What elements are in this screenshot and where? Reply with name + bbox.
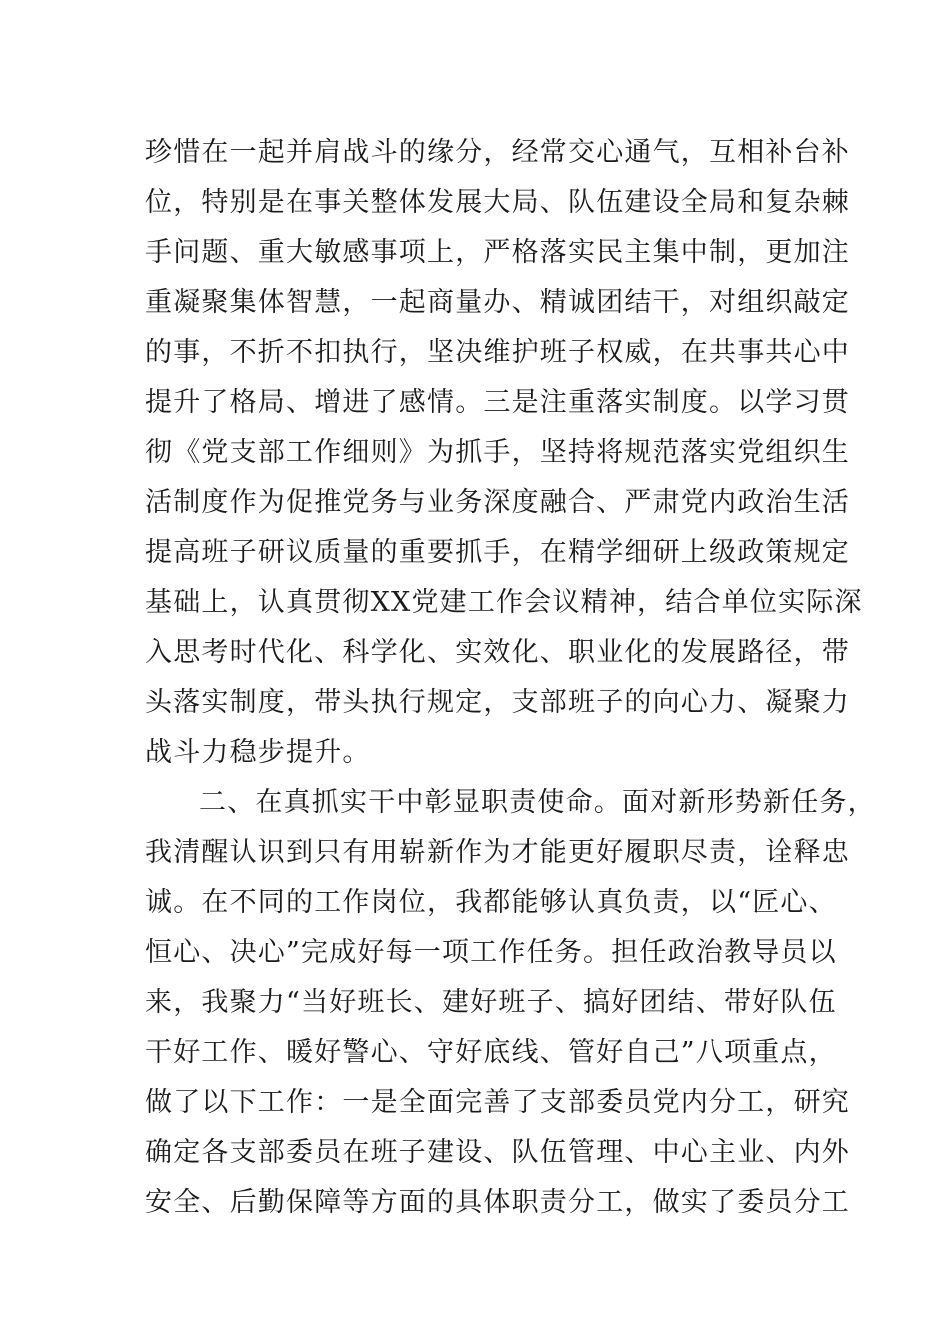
text-line: 安全、后勤保障等方面的具体职责分工，做实了委员分工: [145, 1187, 850, 1218]
text-line: 提升了格局、增进了感情。三是注重落实制度。以学习贯: [145, 387, 850, 418]
text-line: 位，特别是在事关整体发展大局、队伍建设全局和复杂棘: [145, 187, 850, 218]
text-line: 彻《党支部工作细则》为抓手，坚持将规范落实党组织生: [145, 437, 850, 468]
text-line: 战斗力稳步提升。: [145, 737, 371, 768]
text-line: 珍惜在一起并肩战斗的缘分，经常交心通气，互相补台补: [145, 137, 850, 168]
text-line: 头落实制度，带头执行规定，支部班子的向心力、凝聚力: [145, 687, 850, 718]
text-line: 入思考时代化、科学化、实效化、职业化的发展路径，带: [145, 637, 850, 668]
text-line: 提高班子研议质量的重要抓手，在精学细研上级政策规定: [145, 537, 850, 568]
text-line: 手问题、重大敏感事项上，严格落实民主集中制，更加注: [145, 237, 850, 268]
text-line: 活制度作为促推党务与业务深度融合、严肃党内政治生活: [145, 487, 850, 518]
body-text: [145, 128, 876, 1228]
text-line: 基础上，认真贯彻XX党建工作会议精神，结合单位实际深: [145, 587, 863, 618]
text-line: 我清醒认识到只有用崭新作为才能更好履职尽责，诠释忠: [145, 837, 850, 868]
text-line: 恒心、决心”完成好每一项工作任务。担任政治教导员以: [145, 937, 837, 968]
text-line: 做了以下工作：一是全面完善了支部委员党内分工，研究: [145, 1087, 850, 1118]
text-line: 的事，不折不扣执行，坚决维护班子权威，在共事共心中: [145, 337, 850, 368]
text-line: 干好工作、暖好警心、守好底线、管好自己”八项重点，: [145, 1037, 837, 1068]
text-line: 重凝聚集体智慧，一起商量办、精诚团结干，对组织敲定: [145, 287, 850, 318]
text-line: 诚。在不同的工作岗位，我都能够认真负责，以“匠心、: [145, 887, 837, 918]
section-heading-line: 二、在真抓实干中彰显职责使命。面对新形势新任务，: [199, 787, 876, 818]
text-line: 来，我聚力“当好班长、建好班子、搞好团结、带好队伍: [145, 987, 837, 1018]
text-line: 确定各支部委员在班子建设、队伍管理、中心主业、内外: [145, 1137, 850, 1168]
